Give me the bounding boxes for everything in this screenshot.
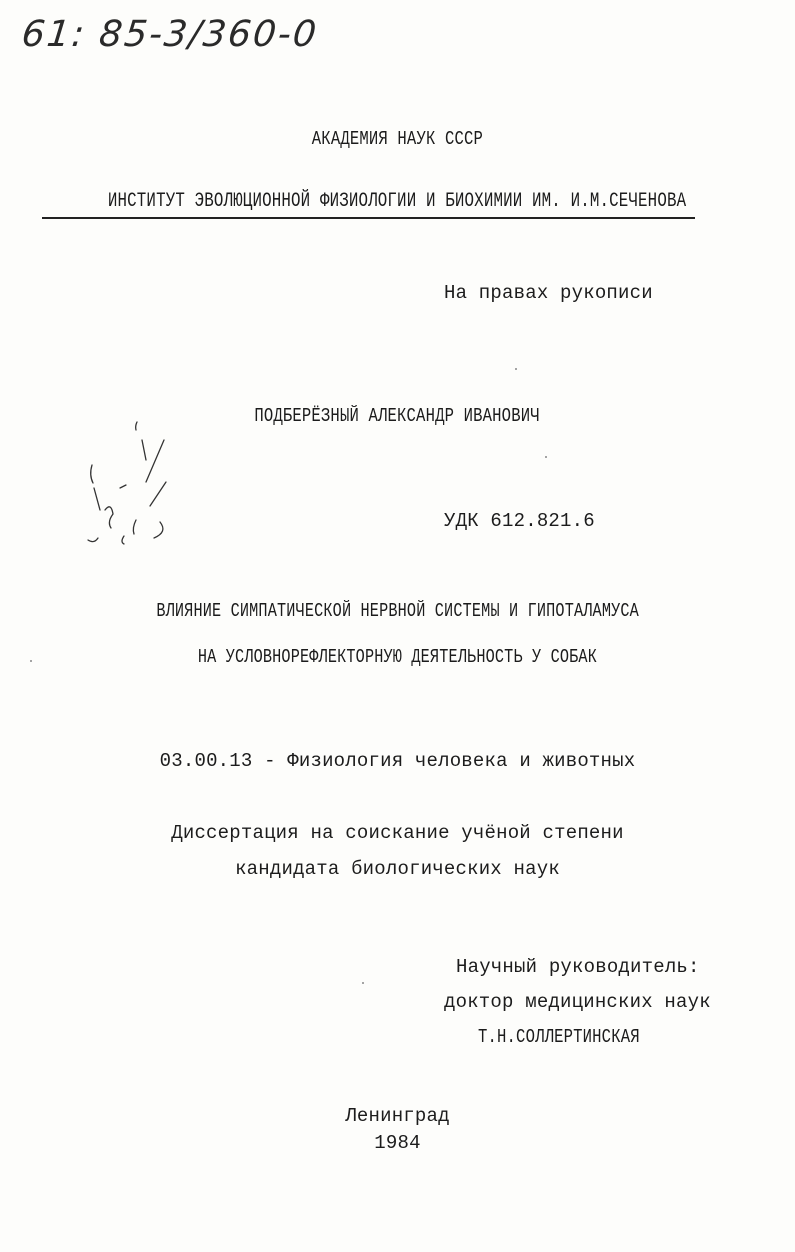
supervisor-degree: доктор медицинских наук (444, 991, 711, 1013)
signature-mark (80, 410, 190, 550)
author-name: ПОДБЕРЁЗНЫЙ АЛЕКСАНДР ИВАНОВИЧ (254, 405, 541, 427)
supervisor-label: Научный руководитель: (456, 956, 700, 978)
archive-number-handwritten: 61: 85-3/360-0 (19, 14, 320, 55)
dissertation-type-line-1: Диссертация на соискание учёной степени (171, 822, 624, 844)
manuscript-rights-note: На правах рукописи (444, 282, 653, 304)
dissertation-title-line-2: НА УСЛОВНОРЕФЛЕКТОРНУЮ ДЕЯТЕЛЬНОСТЬ У СОБАК (197, 646, 598, 668)
dissertation-title-line-1: ВЛИЯНИЕ СИМПАТИЧЕСКОЙ НЕРВНОЙ СИСТЕМЫ И ГИПОТАЛАМУСА (156, 600, 639, 622)
publication-place: Ленинград (345, 1105, 450, 1127)
paper-speck (515, 368, 517, 370)
dissertation-type-line-2: кандидата биологических наук (235, 858, 560, 880)
udc-code: УДК 612.821.6 (444, 510, 595, 532)
supervisor-name: Т.Н.СОЛЛЕРТИНСКАЯ (478, 1026, 640, 1048)
paper-speck (545, 456, 547, 458)
publication-year: 1984 (374, 1132, 421, 1154)
academy-heading: АКАДЕМИЯ НАУК СССР (311, 128, 484, 150)
paper-speck (362, 982, 364, 984)
institute-heading: ИНСТИТУТ ЭВОЛЮЦИОННОЙ ФИЗИОЛОГИИ И БИОХИМИИ ИМ. И.М.СЕЧЕНОВА (108, 190, 687, 213)
institute-underline (42, 217, 695, 219)
specialty-code: 03.00.13 - Физиология человека и животных (159, 750, 636, 772)
paper-speck (30, 660, 32, 662)
